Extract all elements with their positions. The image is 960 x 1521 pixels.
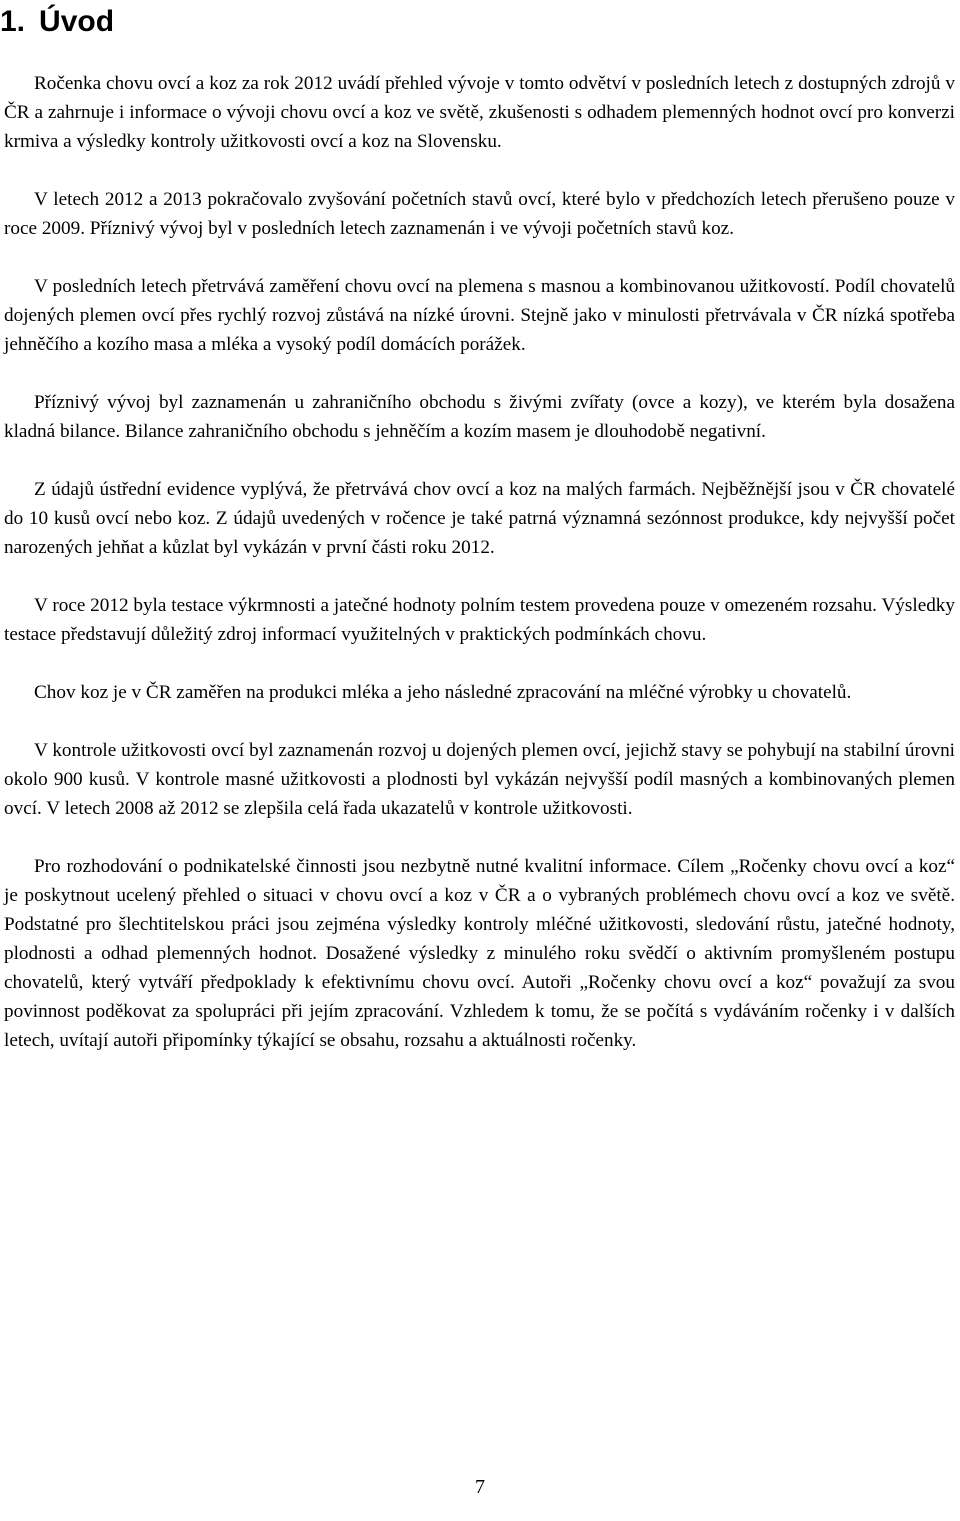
- paragraph-8: V kontrole užitkovosti ovcí byl zaznamenán rozvoj u dojených plemen ovcí, jejichž stavy se pohybují na stabilní úrovni okolo 900 kusů. V kontrole masné užitkovosti a plodnosti byl vykázán nejvyšší podíl masných a kombinovaných plemen ovcí. V letech 2008 až 2012 se zlepšila celá řada ukazatelů v kontrole užitkovosti.: [4, 740, 955, 819]
- paragraph-2: V letech 2012 a 2013 pokračovalo zvyšování početních stavů ovcí, které bylo v předchozích letech přerušeno pouze v roce 2009. Příznivý vývoj byl v posledních letech zaznamenán i ve vývoji početních stavů koz.: [4, 189, 955, 239]
- paragraph-6: V roce 2012 byla testace výkrmnosti a jatečné hodnoty polním testem provedena pouze v omezeném rozsahu. Výsledky testace představují důležitý zdroj informací využitelných v praktických podmínkách chovu.: [4, 595, 955, 645]
- paragraph-9: Pro rozhodování o podnikatelské činnosti jsou nezbytně nutné kvalitní informace. Cílem „Ročenky chovu ovcí a koz“ je poskytnout ucelený přehled o situaci v chovu ovcí a koz v ČR a o vybraných problémech chovu ovcí a koz ve světě. Podstatné pro šlechtitelskou práci jsou zejména výsledky kontroly mléčné užitkovosti, sledování růstu, jatečné hodnoty, plodnosti a odhad plemenných hodnot. Dosažené výsledky z minulého roku svědčí o aktivním promyšleném postupu chovatelů, který vytváří předpoklady k efektivnímu chovu ovcí. Autoři „Ročenky chovu ovcí a koz“ považují za svou povinnost poděkovat za spolupráci při jejím zpracování. Vzhledem k tomu, že se počítá s vydáváním ročenky i v dalších letech, uvítají autoři připomínky týkající se obsahu, rozsahu a aktuálnosti ročenky.: [4, 856, 955, 1051]
- paragraph-7: Chov koz je v ČR zaměřen na produkci mléka a jeho následné zpracování na mléčné výrobky u chovatelů.: [34, 682, 852, 703]
- section-title: Úvod: [39, 5, 115, 38]
- page-title: [0, 2, 114, 42]
- paragraph-1: Ročenka chovu ovcí a koz za rok 2012 uvádí přehled vývoje v tomto odvětví v posledních letech z dostupných zdrojů v ČR a zahrnuje i informace o vývoji chovu ovcí a koz ve světě, zkušenosti s odhadem plemenných hodnot ovcí pro konverzi krmiva a výsledky kontroly užitkovosti ovcí a koz na Slovensku.: [4, 73, 955, 152]
- section-number: 1.: [0, 5, 26, 38]
- paragraph-3: V posledních letech přetrvává zaměření chovu ovcí na plemena s masnou a kombinovanou užitkovostí. Podíl chovatelů dojených plemen ovcí přes rychlý rozvoj zůstává na nízké úrovni. Stejně jako v minulosti přetrvávala v ČR nízká spotřeba jehněčího a kozího masa a mléka a vysoký podíl domácích porážek.: [4, 276, 955, 355]
- paragraph-5: Z údajů ústřední evidence vyplývá, že přetrvává chov ovcí a koz na malých farmách. Nejběžnější jsou v ČR chovatelé do 10 kusů ovcí nebo koz. Z údajů uvedených v ročence je také patrná významná sezónnost produkce, kdy nejvyšší počet narozených jehňat a kůzlat byl vykázán v první části roku 2012.: [4, 479, 955, 558]
- body-text: [4, 69, 955, 1084]
- paragraph-4: Příznivý vývoj byl zaznamenán u zahraničního obchodu s živými zvířaty (ovce a kozy), ve kterém byla dosažena kladná bilance. Bilance zahraničního obchodu s jehněčím a kozím masem je dlouhodobě negativní.: [4, 392, 955, 442]
- page-number: 7: [475, 1476, 485, 1498]
